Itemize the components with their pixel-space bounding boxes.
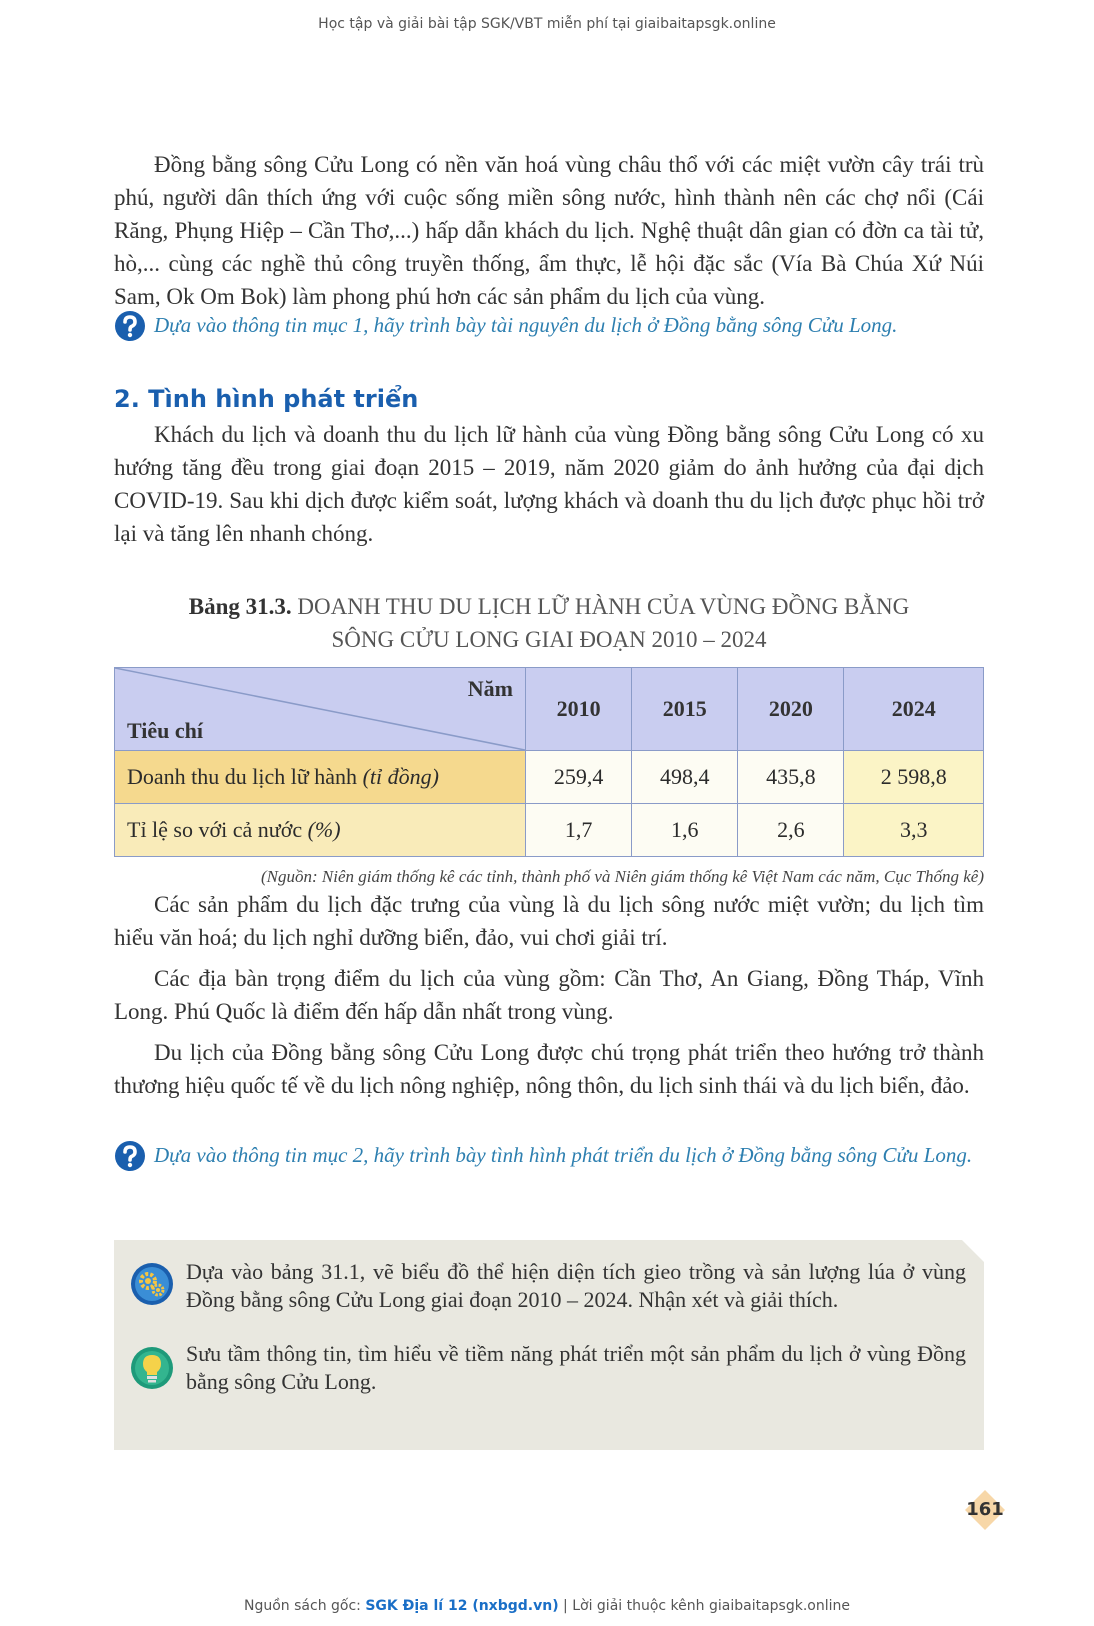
table-source: (Nguồn: Niên giám thống kê các tỉnh, thành phố và Niên giám thống kê Việt Nam các năm, Cục Thống kê) bbox=[261, 867, 984, 886]
page-footer bbox=[0, 1598, 1094, 1614]
apply-task: Sưu tầm thông tin, tìm hiểu về tiềm năng phát triển một sản phẩm du lịch ở vùng Đồng bằng sông Cửu Long. bbox=[186, 1341, 966, 1394]
table-cell: 2 598,8 bbox=[844, 751, 984, 804]
gears-icon bbox=[130, 1262, 174, 1306]
table-caption-line1: DOANH THU DU LỊCH LỮ HÀNH CỦA VÙNG ĐỒNG BẰNG bbox=[297, 594, 910, 619]
practice-task: Dựa vào bảng 31.1, vẽ biểu đồ thể hiện diện tích gieo trồng và sản lượng lúa ở vùng Đồng bằng sông Cửu Long giai đoạn 2010 – 2024. Nhận xét và giải thích. bbox=[186, 1259, 966, 1312]
table-cell: 3,3 bbox=[844, 804, 984, 857]
year-header: 2024 bbox=[844, 668, 984, 751]
corner-year-label: Năm bbox=[467, 676, 513, 701]
footer-prefix: Nguồn sách gốc: bbox=[244, 1598, 366, 1614]
table-cell: 1,7 bbox=[526, 804, 632, 857]
paragraph-culture: Đồng bằng sông Cửu Long có nền văn hoá vùng châu thổ với các miệt vườn cây trái trù phú, người dân thích ứng với cuộc sống miền sông nước, hình thành nên các chợ nổi (Cái Răng, Phụng Hiệp – Cần Thơ,...) hấp dẫn khách du lịch. Nghệ thuật dân gian có đờn ca tài tử, hò,... cùng các nghề thủ công truyền thống, ẩm thực, lễ hội đặc sắc (Vía Bà Chúa Xứ Núi Sam, Ok Om Bok) làm phong phú hơn các sản phẩm du lịch của vùng. bbox=[114, 152, 984, 309]
table-caption-label: Bảng 31.3. bbox=[188, 594, 292, 619]
year-header: 2015 bbox=[632, 668, 738, 751]
row-label-text: Tỉ lệ so với cả nước bbox=[127, 817, 303, 842]
table-cell: 2,6 bbox=[738, 804, 844, 857]
table-cell: 259,4 bbox=[526, 751, 632, 804]
paragraph-products: Các sản phẩm du lịch đặc trưng của vùng là du lịch sông nước miệt vườn; du lịch tìm hiểu văn hoá; du lịch nghỉ dưỡng biển, đảo, vui chơi giải trí. bbox=[114, 892, 984, 950]
corner-criteria-label: Tiêu chí bbox=[127, 718, 204, 743]
lightbulb-icon bbox=[130, 1346, 174, 1390]
question-mark-icon bbox=[114, 1140, 146, 1172]
paragraph-orientation: Du lịch của Đồng bằng sông Cửu Long được chú trọng phát triển theo hướng trở thành thương hiệu quốc tế về du lịch nông nghiệp, nông thôn, du lịch sinh thái và du lịch biển, đảo. bbox=[114, 1040, 984, 1098]
table-cell: 1,6 bbox=[632, 804, 738, 857]
question-2-text: Dựa vào thông tin mục 2, hãy trình bày tình hình phát triển du lịch ở Đồng bằng sông Cửu Long. bbox=[154, 1143, 973, 1167]
question-mark-icon bbox=[114, 310, 146, 342]
year-header: 2010 bbox=[526, 668, 632, 751]
footer-suffix: | Lời giải thuộc kênh giaibaitapsgk.online bbox=[558, 1598, 850, 1614]
row-label-text: Doanh thu du lịch lữ hành bbox=[127, 764, 358, 789]
row-label-ratio bbox=[115, 804, 526, 857]
table-caption-line2: SÔNG CỬU LONG GIAI ĐOẠN 2010 – 2024 bbox=[331, 627, 767, 652]
section-title: 2. Tình hình phát triển bbox=[114, 385, 419, 413]
page-number-text: 161 bbox=[966, 1499, 1004, 1520]
revenue-table bbox=[114, 667, 984, 857]
row-unit: (tỉ đồng) bbox=[362, 764, 439, 789]
table-corner-cell bbox=[115, 668, 526, 751]
question-1-text: Dựa vào thông tin mục 1, hãy trình bày tài nguyên du lịch ở Đồng bằng sông Cửu Long. bbox=[154, 313, 898, 337]
paragraph-key-areas: Các địa bàn trọng điểm du lịch của vùng gồm: Cần Thơ, An Giang, Đồng Tháp, Vĩnh Long. Phú Quốc là điểm đến hấp dẫn nhất trong vùng. bbox=[114, 966, 984, 1024]
table-cell: 498,4 bbox=[632, 751, 738, 804]
row-label-revenue bbox=[115, 751, 526, 804]
year-header: 2020 bbox=[738, 668, 844, 751]
page-number bbox=[963, 1488, 1007, 1532]
activity-box bbox=[114, 1240, 984, 1450]
question-1 bbox=[114, 310, 984, 340]
row-unit: (%) bbox=[307, 817, 341, 842]
footer-source: SGK Địa lí 12 (nxbgd.vn) bbox=[365, 1598, 559, 1614]
page-header: Học tập và giải bài tập SGK/VBT miễn phí tại giaibaitapsgk.online bbox=[318, 16, 776, 32]
table-cell: 435,8 bbox=[738, 751, 844, 804]
question-2 bbox=[114, 1140, 984, 1170]
table-caption bbox=[114, 590, 984, 656]
paragraph-development: Khách du lịch và doanh thu du lịch lữ hành của vùng Đồng bằng sông Cửu Long có xu hướng tăng đều trong giai đoạn 2015 – 2019, năm 2020 giảm do ảnh hưởng của đại dịch COVID-19. Sau khi dịch được kiểm soát, lượng khách và doanh thu du lịch được phục hồi trở lại và tăng lên nhanh chóng. bbox=[114, 422, 984, 546]
